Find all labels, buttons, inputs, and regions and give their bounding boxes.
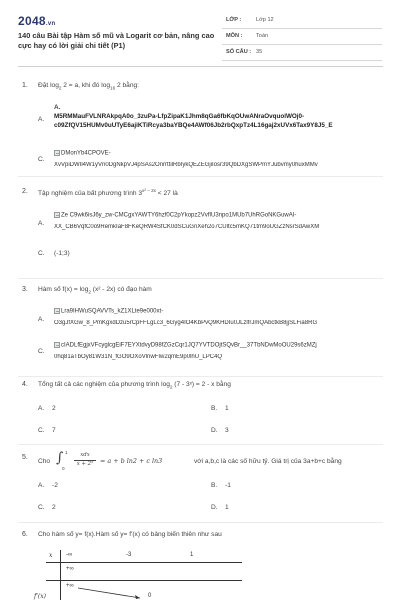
image-alt-text: DMonYb4CPOVE-	[61, 150, 111, 157]
question-1	[18, 82, 388, 172]
variation-arrow	[76, 586, 186, 600]
table-cell: -∞	[66, 552, 73, 558]
option-c[interactable]	[38, 427, 56, 434]
image-alt-text: cIADLfEgjxVFcyglcgEiF7EYXtdvyD98fZGzCqr1JQ7YVTDOjtSQvBr__37TbNDwMoOU29s6zMZj	[61, 342, 317, 349]
question-number: 5.	[22, 454, 28, 461]
option-a-text: M5RMMauFVLNRAkpqA0o_3zuPa-LfpZipaK1Jhm8qGa6fbKqOUwANraOvquolWOj0-c09ZfQV15HUMv0uUTyE6ajiKTiRcya3baYBQe4AWf06Jb2rbQxpTz4L16gaj2xUVx6Tax9Y8J5_E	[54, 113, 333, 129]
meta-value: 35	[256, 49, 263, 55]
option-letter: B.	[211, 405, 218, 412]
meta-row-count	[222, 46, 382, 61]
text-part: với a,b,c là các số hữu tỷ. Giá trị của 3a+b+c bằng	[194, 458, 342, 465]
option-c-text: XvVpiDWIl4W1yVn0DgNkpVJ4pSAs2OnrrttilRbIykQEZEGjiIosr39QbDXgSWPmYJubvmy0huxMMv	[54, 162, 318, 168]
option-c-image	[54, 342, 390, 349]
table-cell: +∞	[66, 583, 74, 589]
meta-label: MÔN :	[226, 33, 243, 39]
option-c-value: (-1;3)	[54, 250, 70, 257]
option-value: 1	[225, 405, 229, 412]
table-horizontal-line	[46, 580, 242, 581]
text-part: (7 - 3ˣ) = 2 - x bằng	[172, 381, 231, 388]
question-6	[18, 531, 388, 547]
option-b[interactable]	[211, 405, 229, 412]
option-value: 2	[52, 504, 56, 511]
image-alt-text: Lra9IHWuSQAVVTs_kZ1XLte9e000xt-	[61, 308, 164, 315]
text-part: Đặt log	[38, 82, 59, 89]
text-part: < 27 là	[155, 190, 178, 198]
text-sub: 2	[88, 289, 91, 295]
option-a-text: O3gJfXGw_8_PmKgxdDzu5rCpFFLgLc3_6Gyg4IO4KbPvQ9KHDIu0JLzlfrJmQAbctkB8jjSLFia8RG	[54, 320, 318, 326]
option-a-label[interactable]: A.	[38, 116, 45, 123]
table-row-label: f'(x)	[34, 593, 46, 600]
option-d[interactable]	[211, 504, 229, 511]
meta-row-subject	[222, 30, 382, 45]
option-letter: C.	[38, 427, 45, 434]
option-b[interactable]	[211, 482, 231, 489]
text-part: (x² - 2x) có đạo hàm	[90, 286, 152, 293]
option-letter: A.	[38, 482, 45, 489]
site-logo[interactable]	[18, 14, 55, 28]
question-3	[18, 286, 388, 370]
text-part: Tổng tất cả các nghiệm của phương trình log	[38, 381, 170, 388]
question-text	[38, 82, 139, 90]
table-vertical-line	[60, 550, 61, 600]
broken-image-icon	[54, 212, 60, 218]
option-value: 2	[52, 405, 56, 412]
variation-table	[34, 550, 242, 600]
option-c-label[interactable]: C.	[38, 250, 45, 257]
option-a-marker: A.	[54, 104, 61, 111]
option-letter: D.	[211, 427, 218, 434]
text-part: 2 = a, khi đó log	[61, 82, 111, 89]
integral-lower: 0	[62, 466, 65, 471]
option-a-label[interactable]: A.	[38, 316, 45, 323]
logo-text: 2048	[18, 14, 46, 28]
option-a-image	[54, 308, 354, 315]
option-c-label[interactable]: C.	[38, 348, 45, 355]
text-part: Tập nghiệm của bất phương trình 3	[38, 190, 143, 198]
text-sub: 2	[58, 85, 62, 91]
table-cell: 1	[190, 552, 194, 558]
document-meta	[222, 14, 382, 62]
option-a[interactable]	[38, 482, 58, 489]
option-a-text: XX_CB6VqfC0o9RemkIaF8FKeQRW4SfCK0dSCuGnXeh2o7CUltc5mKQ71tm9oUGZzNsrSdAwXM	[54, 224, 320, 230]
question-number: 2.	[22, 188, 28, 195]
question-text	[38, 381, 231, 389]
integrand-denominator: x + 2²	[76, 461, 94, 467]
option-value: -1	[225, 482, 231, 489]
question-divider	[18, 376, 383, 377]
option-value: 3	[225, 427, 229, 434]
text-part: Hàm số f(x) = log	[38, 286, 89, 293]
document-title: 140 câu Bài tập Hàm số mũ và Logarit cơ bản, nâng cao cực hay có lời giải chi tiết (P1)	[18, 31, 215, 50]
question-number: 4.	[22, 381, 28, 388]
broken-image-icon	[54, 308, 60, 314]
question-divider	[18, 278, 383, 279]
image-alt-text: Ze C9wk6isJ6y_zw-CMCgxYAWTY6hzf0C2pYkopz2VvfIU3npo1MUb7UhRGoNKGuwAI-	[61, 212, 297, 219]
option-c-label[interactable]: C.	[38, 156, 45, 163]
question-text	[38, 188, 178, 197]
table-horizontal-line	[46, 562, 242, 563]
text-part: Cho	[38, 458, 51, 465]
option-value: -2	[52, 482, 58, 489]
option-c[interactable]	[38, 504, 56, 511]
logo-suffix: .vn	[45, 21, 56, 27]
broken-image-icon	[54, 342, 60, 348]
option-letter: C.	[38, 504, 45, 511]
meta-value: Lớp 12	[256, 17, 274, 23]
broken-image-icon	[54, 150, 60, 156]
question-number: 3.	[22, 286, 28, 293]
option-a-image	[54, 212, 374, 219]
table-cell: +∞	[66, 566, 74, 572]
table-row-label: x	[49, 552, 53, 559]
integral-sign: ∫	[56, 450, 64, 466]
option-c-image	[54, 150, 354, 157]
meta-row-class	[222, 14, 382, 29]
text-sub: 2	[169, 384, 173, 390]
text-sub: 16	[110, 85, 116, 91]
option-letter: B.	[211, 482, 218, 489]
meta-label: LỚP :	[226, 17, 242, 23]
option-value: 7	[52, 427, 56, 434]
option-a[interactable]	[38, 405, 56, 412]
question-text	[38, 286, 152, 294]
option-value: 1	[225, 504, 229, 511]
header-divider	[18, 66, 383, 67]
question-divider	[18, 176, 383, 177]
meta-label: SỐ CÂU :	[226, 49, 252, 55]
integrand-numerator: xdx	[80, 452, 90, 458]
question-number: 1.	[22, 82, 28, 89]
option-d[interactable]	[211, 427, 229, 434]
table-cell: 0	[148, 593, 152, 599]
question-divider	[18, 522, 383, 523]
text-part: 2 bằng:	[115, 82, 140, 89]
question-divider	[18, 444, 383, 445]
question-4	[18, 381, 388, 441]
text-sup: x² − 2x	[142, 188, 156, 193]
option-letter: A.	[38, 405, 45, 412]
option-letter: D.	[211, 504, 218, 511]
integral-rhs: = a + b ln2 + c ln3	[100, 457, 163, 465]
question-number: 6.	[22, 531, 28, 538]
option-a-label[interactable]: A.	[38, 220, 45, 227]
option-c-text: 0hq81aTbOy81W31N_fGO9OXoVlnwFIw2qmE9p0lhU_LPC4Q	[54, 354, 223, 360]
table-cell: -3	[126, 552, 132, 558]
question-5	[18, 452, 388, 518]
question-2	[18, 188, 388, 268]
integral-upper: 1	[65, 450, 68, 455]
meta-value: Toán	[256, 33, 269, 39]
question-text: Cho hàm số y= f(x).Hàm số y= f'(x) có bảng biến thiên như sau	[38, 531, 222, 538]
document-header	[0, 0, 400, 66]
